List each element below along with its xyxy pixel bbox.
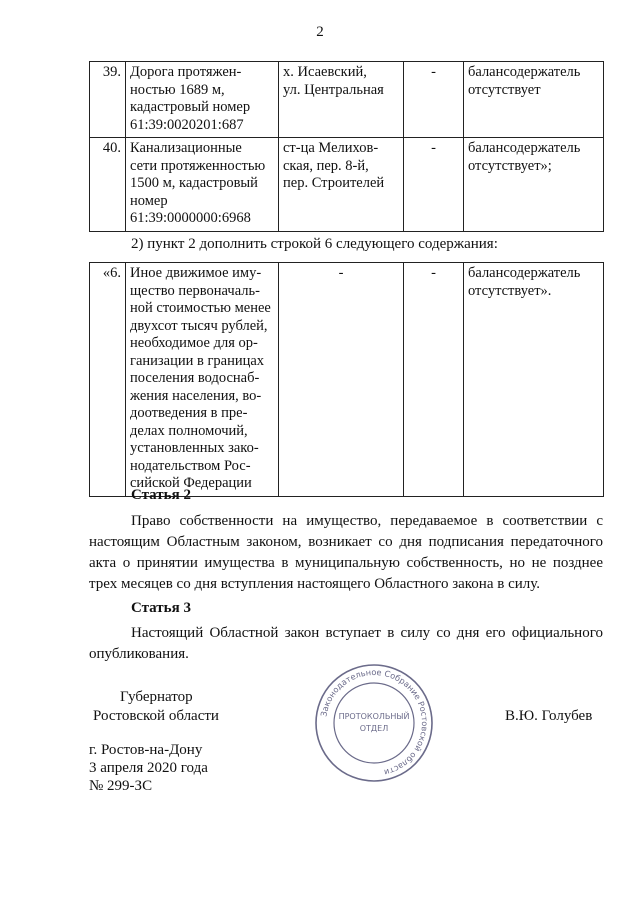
date: 3 апреля 2020 года bbox=[89, 760, 208, 776]
property-name bbox=[126, 138, 279, 232]
text-line: отсутствует»; bbox=[468, 157, 552, 174]
text-line: сийской Федерации bbox=[130, 475, 252, 491]
text-line: балансодержатель bbox=[468, 140, 581, 156]
signer-title-line1: Губернатор bbox=[120, 689, 193, 705]
text-line: ной стоимостью менее bbox=[130, 300, 271, 316]
signer-name: В.Ю. Голубев bbox=[505, 708, 593, 724]
property-address: - bbox=[279, 263, 404, 497]
place: г. Ростов-на-Дону bbox=[89, 742, 203, 758]
text-line: ст-ца Мелихов- bbox=[283, 140, 379, 156]
article-2-text: Право собственности на имущество, передаваемое в соответствии с настоящим Областным законом, возникает со дня подписания передаточного акта о принятии имущества в муниципальную собственность, но не позднее трех месяцев со дня вступления настоящего Областного закона в силу. bbox=[89, 513, 603, 592]
signer-title-line2: Ростовской области bbox=[93, 708, 219, 724]
text-line: ганизации в границах bbox=[130, 352, 265, 369]
row-number: 40. bbox=[90, 138, 126, 232]
stamp-inner-line2: ОТДЕЛ bbox=[359, 724, 389, 733]
text-line: жения населения, во- bbox=[130, 387, 262, 404]
text-line: двухсот тысяч рублей, bbox=[130, 317, 268, 334]
stamp-inner-line1: ПРОТОКОЛЬНЫЙ bbox=[338, 712, 410, 721]
property-address bbox=[279, 138, 404, 232]
text-line: отсутствует». bbox=[468, 282, 552, 299]
text-line: х. Исаевский, bbox=[283, 64, 367, 80]
property-name bbox=[126, 263, 279, 497]
text-line: номер bbox=[130, 192, 168, 209]
table-row bbox=[90, 62, 604, 138]
text-line: ностью 1689 м, bbox=[130, 81, 225, 98]
text-line: Иное движимое иму- bbox=[130, 265, 262, 281]
property-holder bbox=[464, 138, 604, 232]
text-line: щество первоначаль- bbox=[130, 282, 260, 299]
text-line: отсутствует bbox=[468, 81, 541, 98]
text-line: Дорога протяжен- bbox=[130, 64, 242, 80]
table-row bbox=[90, 263, 604, 497]
text-line: 1500 м, кадастровый bbox=[130, 175, 258, 191]
text-line: 61:39:0000000:6968 bbox=[130, 210, 251, 226]
text-line: нодательством Рос- bbox=[130, 457, 251, 474]
text-line: установленных зако- bbox=[130, 440, 259, 456]
property-extra: - bbox=[404, 138, 464, 232]
property-holder bbox=[464, 62, 604, 138]
text-line: поселения водоснаб- bbox=[130, 370, 260, 386]
text-line: Канализационные bbox=[130, 140, 242, 156]
article-2-heading: Статья 2 bbox=[131, 487, 191, 503]
text-line: ул. Центральная bbox=[283, 81, 384, 98]
law-number: № 299-ЗС bbox=[89, 778, 153, 794]
property-address bbox=[279, 62, 404, 138]
article-3-text: Настоящий Областной закон вступает в силу со дня его официального опубликования. bbox=[89, 625, 603, 662]
page-number: 2 bbox=[316, 24, 324, 40]
text-line: балансодержатель bbox=[468, 64, 581, 80]
text-line: делах полномочий, bbox=[130, 422, 248, 439]
amendment-intro: 2) пункт 2 дополнить строкой 6 следующего содержания: bbox=[131, 236, 498, 252]
text-line: балансодержатель bbox=[468, 265, 581, 281]
property-extra: - bbox=[404, 263, 464, 497]
text-line: ская, пер. 8-й, bbox=[283, 157, 369, 174]
article-3-heading: Статья 3 bbox=[131, 600, 191, 616]
row-number: «6. bbox=[90, 263, 126, 497]
stamp-outer-text: Законодательное Собрание Ростовской области bbox=[318, 666, 431, 778]
addition-table bbox=[89, 262, 604, 497]
row-number: 39. bbox=[90, 62, 126, 138]
text-line: кадастровый номер bbox=[130, 99, 251, 115]
property-name bbox=[126, 62, 279, 138]
property-table bbox=[89, 61, 604, 232]
text-line: 61:39:0020201:687 bbox=[130, 116, 244, 133]
text-line: необходимое для ор- bbox=[130, 335, 258, 351]
text-line: сети протяженностью bbox=[130, 157, 266, 174]
official-stamp-icon bbox=[312, 661, 436, 785]
property-extra: - bbox=[404, 62, 464, 138]
property-holder bbox=[464, 263, 604, 497]
table-row bbox=[90, 138, 604, 232]
text-line: пер. Строителей bbox=[283, 175, 385, 191]
text-line: доотведения в пре- bbox=[130, 405, 248, 421]
